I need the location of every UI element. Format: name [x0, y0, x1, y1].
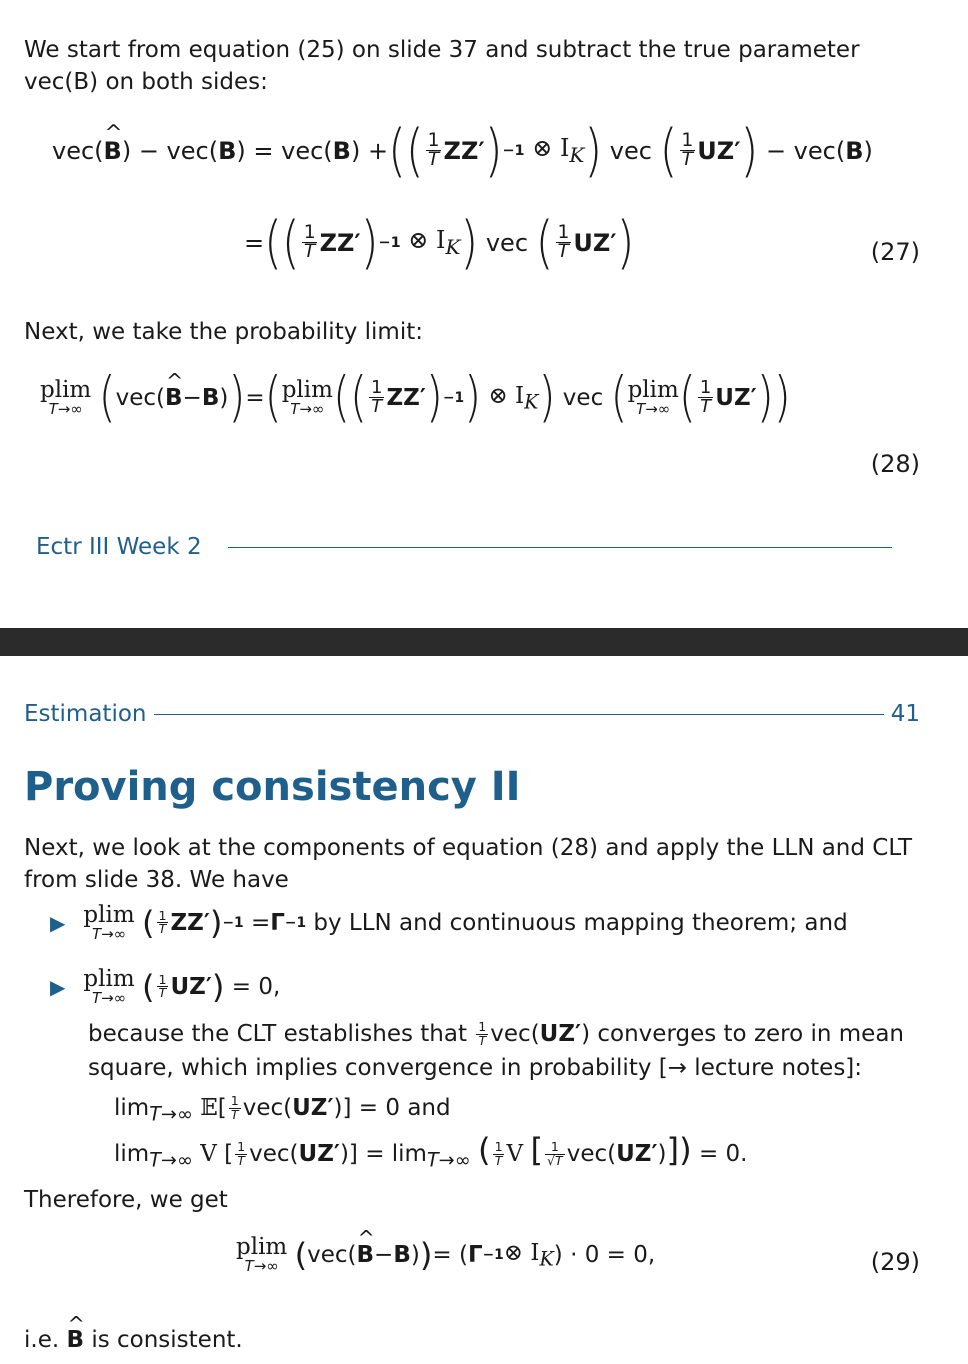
- slide-divider: [0, 628, 968, 656]
- page-number: 41: [890, 701, 920, 727]
- current-slide: [0, 656, 968, 1364]
- limit-variance: $\lim_{T\to\infty} V$ [ $\frac{1}{T}$ $vec(UZ')] = \lim_{T\to\infty}$ ( $\frac{1}{T}$ V [ $\frac{1}{√T}$ vec(UZ′)]) = 0.: [114, 1131, 748, 1172]
- previous-slide: [0, 0, 968, 628]
- equation-29: plim T→∞ ( vec( ^ B − B ) ) = ( Γ −1 ⊗ $I_K$ ) · 0 = 0,: [236, 1236, 655, 1274]
- equation-27-line-2: = (( $\frac{1}{T}$ ZZ′ ) −1 ⊗ $I_K$ ) vec ( $\frac{1}{T}$ UZ′ ): [244, 209, 635, 276]
- intro-paragraph: [24, 34, 924, 98]
- slide-title: Proving consistency II: [24, 764, 521, 810]
- intro-paragraph: [24, 832, 924, 896]
- equation-27-line-1: vec( ^ B ) − vec( B ) = vec( B ) + (( $\frac{1}{T}$ ZZ′ ) −1 ⊗ $I_K$ ) vec ( $\frac{1}{T}$ UZ′ ) − vec( B ): [52, 128, 873, 174]
- intro-line-2: vec(B) on both sides:: [24, 69, 268, 95]
- section-label: Estimation: [24, 701, 147, 727]
- limit-expectation: $\lim_{T\to\infty}$ 𝔼[ $\frac{1}{T}$ vec(UZ′)] = 0 and: [114, 1093, 451, 1126]
- equation-27-number: (27): [870, 238, 920, 266]
- because-line-2: square, which implies convergence in probability [→ lecture notes]:: [88, 1055, 863, 1081]
- footer-rule: [228, 547, 892, 548]
- equation-28: plim T→∞ ( vec( ^ B − B ) ) = ( plim T→∞ (( $\frac{1}{T}$ ZZ′ ) −1 ) ⊗ $I_K$ ) vec ( plim T→∞ ( $\frac{1}{T}$ UZ′ )): [40, 376, 791, 420]
- because-line-1: because the CLT establishes that $\frac{1}{T}$ vec(UZ′) converges to zero in mean: [88, 1019, 905, 1048]
- equation-28-number: (28): [870, 450, 920, 478]
- bullet-1-text: by LLN and continuous mapping theorem; and: [313, 909, 848, 936]
- intro-line-2: from slide 38. We have: [24, 867, 289, 893]
- bullet-item-2: ▶ plim T→∞ ( $\frac{1}{T}$ UZ′ ) = 0,: [50, 966, 281, 1007]
- intro-line-1: Next, we look at the components of equation (28) and apply the LLN and CLT: [24, 835, 913, 861]
- bullet-triangle-icon: ▶: [50, 910, 66, 935]
- next-text: Next, we take the probability limit:: [24, 319, 423, 345]
- header-rule: [154, 714, 884, 715]
- bullet-item-1: ▶ plim T→∞ ( $\frac{1}{T}$ ZZ′ ) −1 = Γ −1 by LLN and continuous mapping theorem; and: [50, 902, 848, 943]
- conclusion: i.e. ^ B is consistent.: [24, 1324, 924, 1356]
- bullet-triangle-icon: ▶: [50, 974, 66, 999]
- footer-title: Ectr III Week 2: [36, 534, 202, 560]
- equation-29-number: (29): [870, 1248, 920, 1276]
- therefore-text: Therefore, we get: [24, 1187, 228, 1213]
- intro-line-1: We start from equation (25) on slide 37 and subtract the true parameter: [24, 37, 860, 63]
